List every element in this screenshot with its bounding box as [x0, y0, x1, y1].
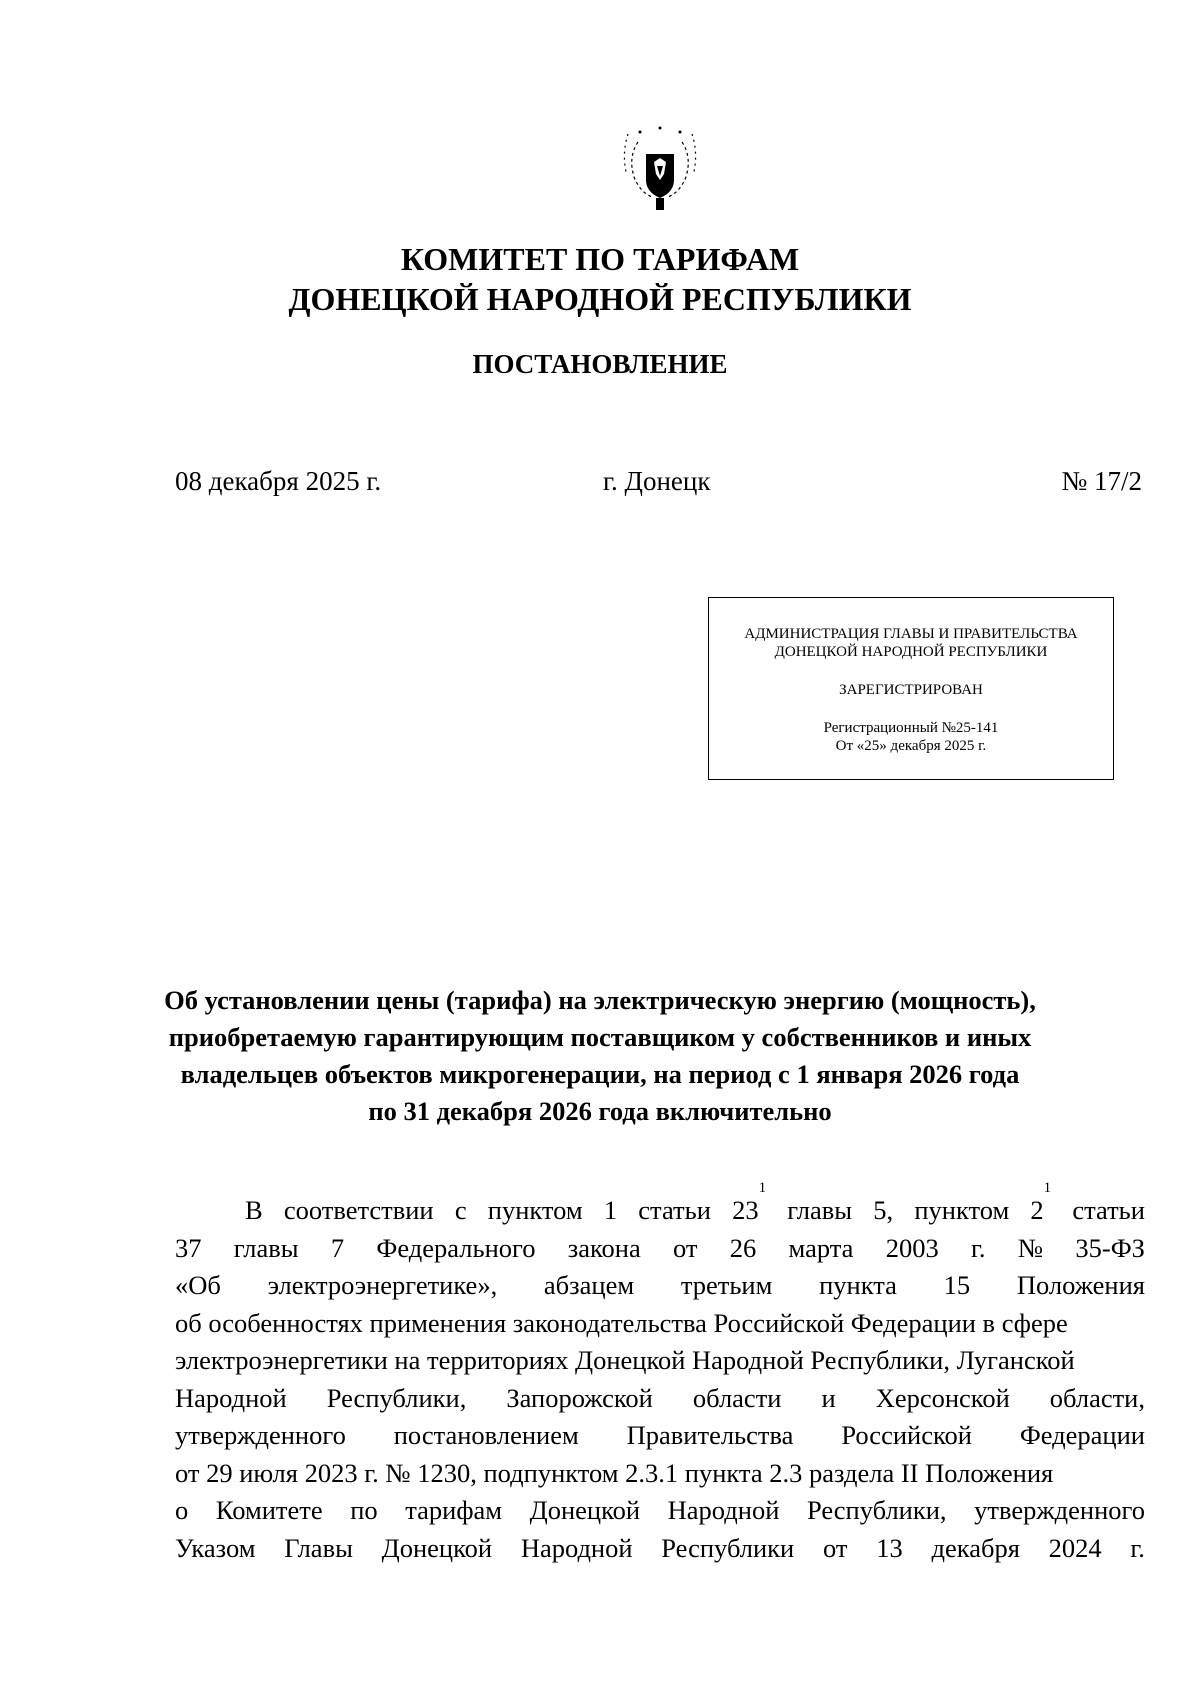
body-paragraph: [175, 1180, 1145, 1567]
word: Федерального: [376, 1232, 536, 1263]
heading-line: приобретаемую гарантирующим поставщиком у собственников и иных: [168, 1022, 1032, 1052]
word: 1: [603, 1195, 618, 1225]
word: 23: [732, 1195, 759, 1225]
word: Республики,: [326, 1382, 467, 1413]
word: о: [175, 1495, 189, 1525]
body-line-2: [175, 1230, 1145, 1268]
word: В: [245, 1195, 263, 1225]
word: соответствии: [283, 1195, 434, 1225]
word: третьим: [680, 1270, 773, 1300]
line-text: об особенностях применения законодательства Российской Федерации в сфере: [175, 1307, 1068, 1338]
word: Народной: [520, 1532, 633, 1563]
body-line-8: [175, 1455, 1145, 1493]
word: Правительства: [626, 1420, 794, 1450]
superscript: 1: [758, 1180, 767, 1196]
word: Положения: [1016, 1270, 1145, 1300]
word: г.: [1130, 1532, 1145, 1563]
word: №: [1017, 1232, 1044, 1263]
stamp-status: ЗАРЕГИСТРИРОВАН: [839, 682, 983, 698]
line-text: электроэнергетики на территориях Донецкой Народной Республики, Луганской: [175, 1345, 1075, 1375]
word: закона: [567, 1232, 641, 1263]
word: абзацем: [543, 1270, 635, 1300]
word: марта: [788, 1232, 854, 1263]
word: Федерации: [1019, 1420, 1145, 1450]
word: 5,: [873, 1195, 894, 1225]
word: электроэнергетике»,: [267, 1270, 498, 1300]
word: Народной: [175, 1382, 287, 1413]
line-text: от 29 июля 2023 г. № 1230, подпунктом 2.3.1 пункта 2.3 раздела II Положения: [175, 1457, 1054, 1488]
body-line-10: [175, 1530, 1145, 1568]
word: от: [672, 1232, 698, 1263]
word: «Об: [175, 1270, 221, 1300]
word: по: [350, 1495, 378, 1525]
stamp-line2: ДОНЕЦКОЙ НАРОДНОЙ РЕСПУБЛИКИ: [774, 644, 1048, 660]
superscript: 1: [1043, 1180, 1052, 1196]
body-line-1: [175, 1180, 1145, 1230]
word: 37: [175, 1232, 202, 1263]
body-line-5: [175, 1342, 1145, 1380]
word: 26: [729, 1232, 757, 1263]
word-with-superscript: [732, 1180, 767, 1230]
word: статьи: [638, 1195, 711, 1225]
word: Республики: [661, 1532, 795, 1563]
word: 2024: [1048, 1532, 1102, 1563]
word: 7: [330, 1232, 345, 1263]
word: 35-ФЗ: [1075, 1232, 1145, 1263]
word: г.: [971, 1232, 986, 1263]
body-line-6: [175, 1380, 1145, 1418]
word: пунктом: [487, 1195, 583, 1225]
stamp-line1: АДМИНИСТРАЦИЯ ГЛАВЫ И ПРАВИТЕЛЬСТВА: [744, 626, 1078, 642]
document-city: г. Донецк: [603, 466, 711, 496]
heading-line: владельцев объектов микрогенерации, на период с 1 января 2026 года: [180, 1059, 1020, 1089]
word: 2: [1030, 1195, 1044, 1225]
stamp-reg-date: От «25» декабря 2025 г.: [835, 738, 987, 754]
heading-line: по 31 декабря 2026 года включительно: [368, 1096, 832, 1126]
word-with-superscript: [1030, 1180, 1052, 1230]
word: Главы: [284, 1532, 353, 1563]
word: Донецкой: [381, 1532, 493, 1563]
registration-stamp: [708, 597, 1114, 780]
document-date: 08 декабря 2025 г.: [175, 466, 382, 496]
word: Донецкой: [529, 1495, 641, 1525]
word: пункта: [819, 1270, 897, 1300]
word: Запорожской: [506, 1382, 653, 1413]
word: утвержденного: [974, 1495, 1145, 1525]
word: и: [821, 1382, 836, 1413]
word: Указом: [175, 1532, 256, 1563]
body-line-9: [175, 1492, 1145, 1530]
heading-line: Об установлении цены (тарифа) на электрическую энергию (мощность),: [164, 985, 1036, 1015]
document-type: ПОСТАНОВЛЕНИЕ: [472, 349, 728, 379]
word: тарифам: [405, 1495, 503, 1525]
word: 2003: [885, 1232, 939, 1263]
word: пунктом: [914, 1195, 1010, 1225]
word: области: [692, 1382, 782, 1413]
coat-of-arms-icon: [608, 122, 712, 220]
word: главы: [233, 1232, 299, 1263]
word: декабря: [931, 1532, 1020, 1563]
committee-name-line2: ДОНЕЦКОЙ НАРОДНОЙ РЕСПУБЛИКИ: [288, 281, 912, 317]
word: главы: [787, 1195, 853, 1225]
word: Народной: [667, 1495, 780, 1525]
word: Российской: [841, 1420, 972, 1450]
word: 13: [876, 1532, 903, 1563]
word: Республики,: [806, 1495, 947, 1525]
body-line-4: [175, 1305, 1145, 1343]
word: от: [823, 1532, 848, 1563]
word: постановлением: [393, 1420, 579, 1450]
word: Комитете: [215, 1495, 323, 1525]
body-line-3: [175, 1267, 1145, 1305]
word: области,: [1049, 1382, 1145, 1413]
stamp-reg-number: Регистрационный №25-141: [823, 720, 999, 736]
word: статьи: [1072, 1195, 1145, 1225]
document-heading: [150, 982, 1050, 1130]
word: с: [454, 1195, 467, 1225]
body-line-7: [175, 1417, 1145, 1455]
word: утвержденного: [175, 1420, 346, 1450]
document-number: № 17/2: [1061, 466, 1142, 496]
word: 15: [943, 1270, 971, 1300]
committee-name-line1: КОМИТЕТ ПО ТАРИФАМ: [400, 241, 800, 277]
word: Херсонской: [875, 1382, 1010, 1413]
